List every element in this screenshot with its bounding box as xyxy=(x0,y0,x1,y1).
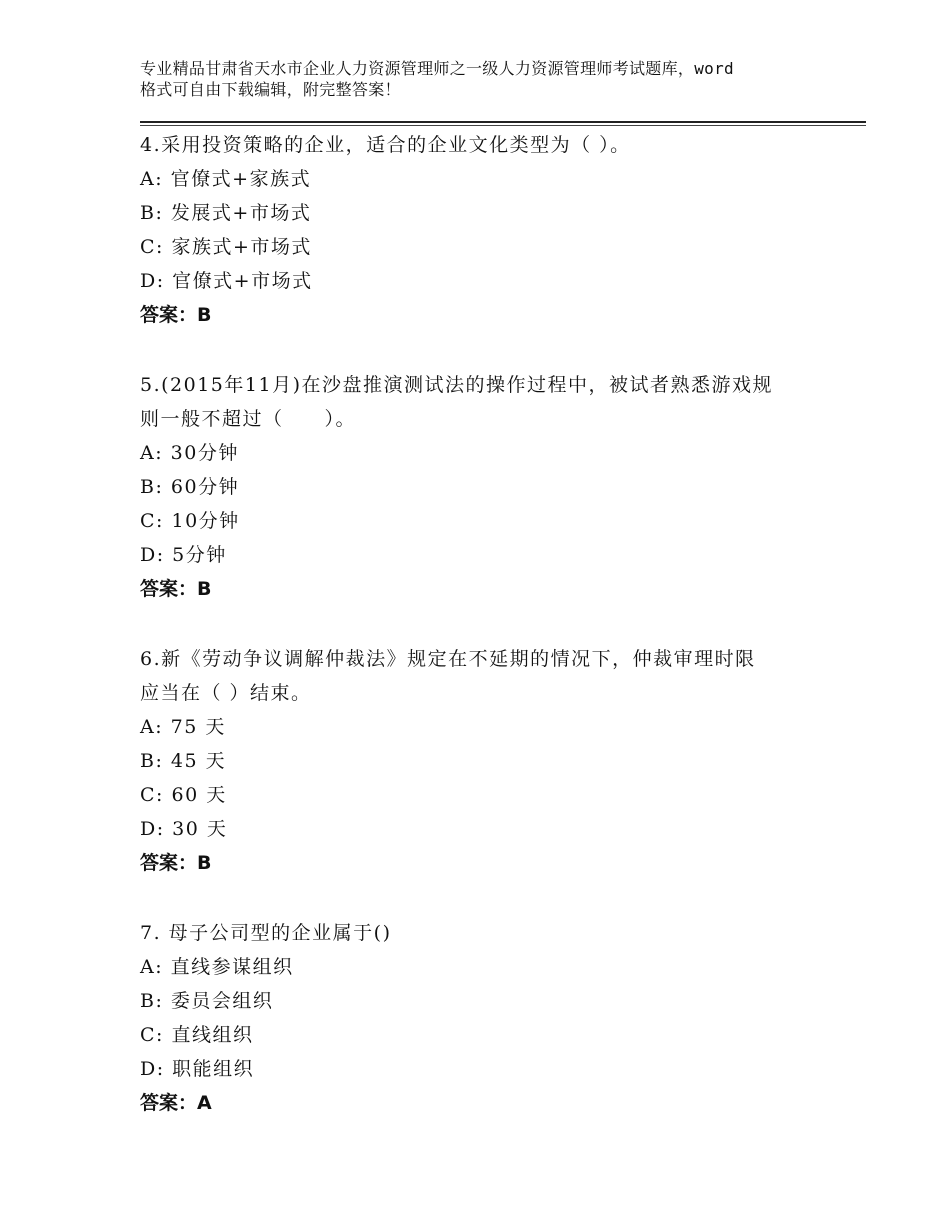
option-a: A: 75 天 xyxy=(140,716,226,738)
question-stem: 7. 母子公司型的企业属于() xyxy=(140,922,392,944)
answer-value: B xyxy=(197,304,212,326)
answer-line xyxy=(140,1086,840,1120)
question-block xyxy=(140,916,840,1120)
question-stem: 4.采用投资策略的企业，适合的企业文化类型为（ ）。 xyxy=(140,134,631,156)
option-b: B: 发展式+市场式 xyxy=(140,202,312,224)
option-b: B: 45 天 xyxy=(140,750,227,772)
answer-line xyxy=(140,298,840,332)
header-line-1: 专业精品甘肃省天水市企业人力资源管理师之一级人力资源管理师考试题库，word xyxy=(140,59,734,78)
option-a: A: 30分钟 xyxy=(140,442,239,464)
question-block xyxy=(140,368,840,606)
header-divider-thin xyxy=(140,125,866,126)
option-d: D: 职能组织 xyxy=(140,1058,255,1080)
question-list xyxy=(140,128,840,1120)
option-c: C: 60 天 xyxy=(140,784,227,806)
spacer xyxy=(140,880,840,916)
answer-line xyxy=(140,572,840,606)
option-c: C: 家族式+市场式 xyxy=(140,236,312,258)
option-a: A: 官僚式+家族式 xyxy=(140,168,312,190)
answer-value: A xyxy=(197,1092,212,1114)
document-header xyxy=(140,58,840,100)
question-stem-continued: 应当在（ ）结束。 xyxy=(140,682,312,704)
question-block xyxy=(140,128,840,332)
question-stem-continued: 则一般不超过（ ）。 xyxy=(140,408,357,430)
question-block xyxy=(140,642,840,880)
option-d: D: 官僚式+市场式 xyxy=(140,270,313,292)
answer-value: B xyxy=(197,852,212,874)
option-c: C: 直线组织 xyxy=(140,1024,254,1046)
option-d: D: 30 天 xyxy=(140,818,228,840)
spacer xyxy=(140,606,840,642)
option-b: B: 60分钟 xyxy=(140,476,240,498)
option-c: C: 10分钟 xyxy=(140,510,240,532)
question-stem: 5.(2015年11月)在沙盘推演测试法的操作过程中，被试者熟悉游戏规 xyxy=(140,374,773,396)
spacer xyxy=(140,332,840,368)
answer-label: 答案： xyxy=(140,578,198,600)
header-line-2: 格式可自由下载编辑，附完整答案！ xyxy=(140,80,401,99)
answer-line xyxy=(140,846,840,880)
option-b: B: 委员会组织 xyxy=(140,990,274,1012)
option-a: A: 直线参谋组织 xyxy=(140,956,294,978)
question-stem: 6.新《劳动争议调解仲裁法》规定在不延期的情况下，仲裁审理时限 xyxy=(140,648,756,670)
answer-label: 答案： xyxy=(140,304,198,326)
answer-label: 答案： xyxy=(140,1092,198,1114)
answer-value: B xyxy=(197,578,212,600)
answer-label: 答案： xyxy=(140,852,198,874)
header-divider-thick xyxy=(140,121,866,123)
option-d: D: 5分钟 xyxy=(140,544,227,566)
